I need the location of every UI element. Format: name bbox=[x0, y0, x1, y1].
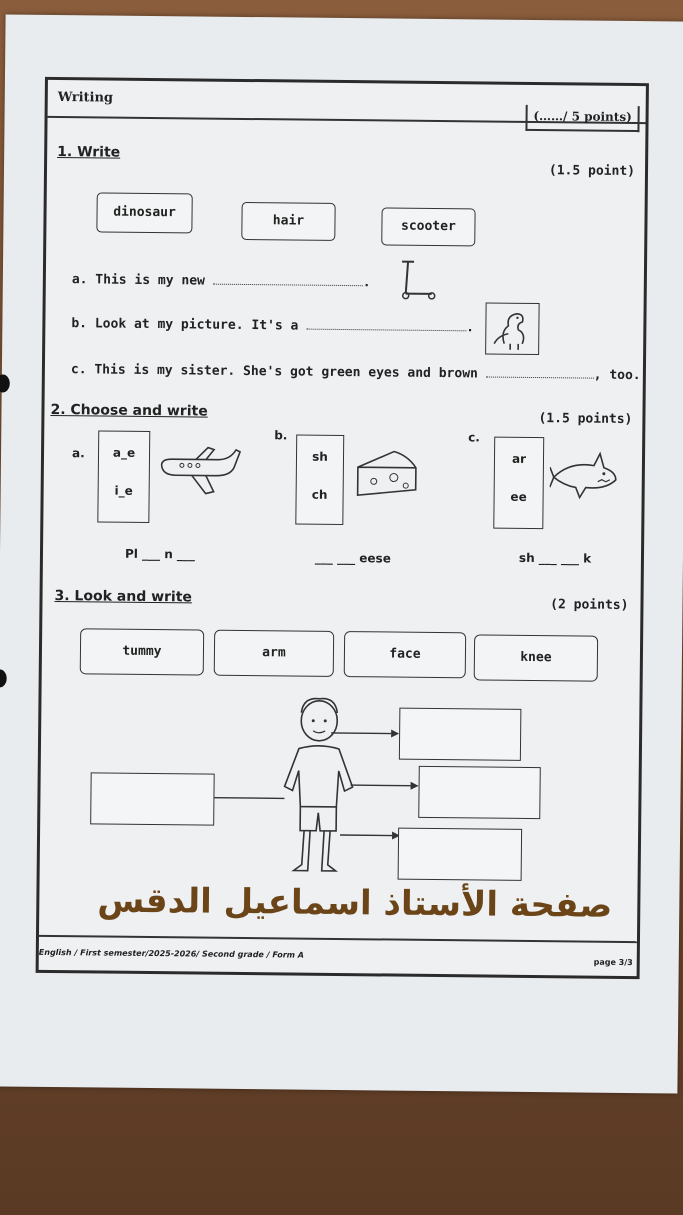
worksheet-page bbox=[0, 14, 683, 1093]
sentence-a-text: a. This is my new bbox=[71, 272, 205, 289]
worksheet-frame bbox=[36, 77, 649, 979]
choice-option: sh bbox=[312, 449, 328, 464]
word-box-arm: arm bbox=[214, 630, 334, 677]
choice-option: ch bbox=[311, 487, 328, 502]
choose-item-c-letter: c. bbox=[468, 430, 480, 445]
sentence-a-end: . bbox=[362, 275, 371, 291]
word-box-scooter: scooter bbox=[381, 207, 475, 246]
choice-box-a bbox=[97, 430, 150, 523]
footer-divider bbox=[39, 935, 637, 943]
gap-word-c: sh ___ ___ k bbox=[518, 550, 592, 566]
word-box-knee: knee bbox=[474, 634, 598, 681]
section1-title: 1. Write bbox=[57, 144, 121, 161]
total-points: (……/ 5 points) bbox=[525, 105, 639, 132]
word-box-hair: hair bbox=[241, 202, 335, 241]
gap-word-a: Pl ___ n ___ bbox=[124, 546, 196, 562]
sentence-c bbox=[71, 362, 641, 383]
label-box-tummy[interactable] bbox=[90, 772, 215, 825]
dinosaur-icon bbox=[485, 302, 540, 355]
choose-item-b-letter: b. bbox=[274, 428, 288, 443]
binder-hole bbox=[0, 374, 10, 392]
answer-blank-b[interactable] bbox=[306, 319, 466, 332]
choice-box-b bbox=[295, 435, 344, 525]
binder-hole bbox=[0, 669, 7, 687]
section2-title: 2. Choose and write bbox=[50, 401, 208, 420]
section2-points: (1.5 points) bbox=[538, 411, 633, 428]
choice-option: i_e bbox=[114, 483, 133, 498]
scooter-icon bbox=[392, 256, 443, 307]
label-box-arm[interactable] bbox=[418, 766, 541, 819]
label-box-knee[interactable] bbox=[398, 828, 523, 881]
section3-title: 3. Look and write bbox=[54, 587, 193, 606]
section1-points: (1.5 point) bbox=[548, 163, 636, 180]
sentence-b-text: b. Look at my picture. It's a bbox=[71, 316, 299, 334]
sentence-a bbox=[72, 272, 371, 290]
gap-word-b: ___ ___ eese bbox=[314, 550, 391, 566]
choice-option: ar bbox=[511, 451, 527, 466]
plane-icon bbox=[156, 441, 245, 504]
label-box-face[interactable] bbox=[399, 708, 522, 761]
answer-blank-c[interactable] bbox=[486, 367, 594, 379]
choice-option: ee bbox=[510, 489, 527, 504]
cheese-icon bbox=[354, 447, 421, 500]
footer-left: English / First semester/2025-2026/ Second grade / Form A bbox=[38, 947, 305, 960]
footer-page: page 3/3 bbox=[593, 957, 633, 968]
sentence-c-text: c. This is my sister. She's got green eyes and brown bbox=[70, 362, 478, 382]
word-box-dinosaur: dinosaur bbox=[96, 192, 192, 233]
teacher-watermark: صفحة الأستاذ اسماعيل الدقس bbox=[97, 880, 613, 926]
sentence-c-end: , too. bbox=[593, 367, 641, 384]
shark-icon bbox=[550, 447, 621, 504]
sentence-b bbox=[71, 316, 474, 335]
section3-points: (2 points) bbox=[550, 597, 629, 614]
word-box-face: face bbox=[344, 631, 466, 678]
choice-option: a_e bbox=[112, 445, 136, 460]
choice-box-c bbox=[493, 437, 544, 530]
sentence-b-end: . bbox=[466, 320, 475, 336]
choose-item-a-letter: a. bbox=[71, 446, 85, 461]
writing-header: Writing bbox=[57, 90, 114, 106]
answer-blank-a[interactable] bbox=[213, 274, 363, 287]
word-box-tummy: tummy bbox=[80, 628, 204, 675]
